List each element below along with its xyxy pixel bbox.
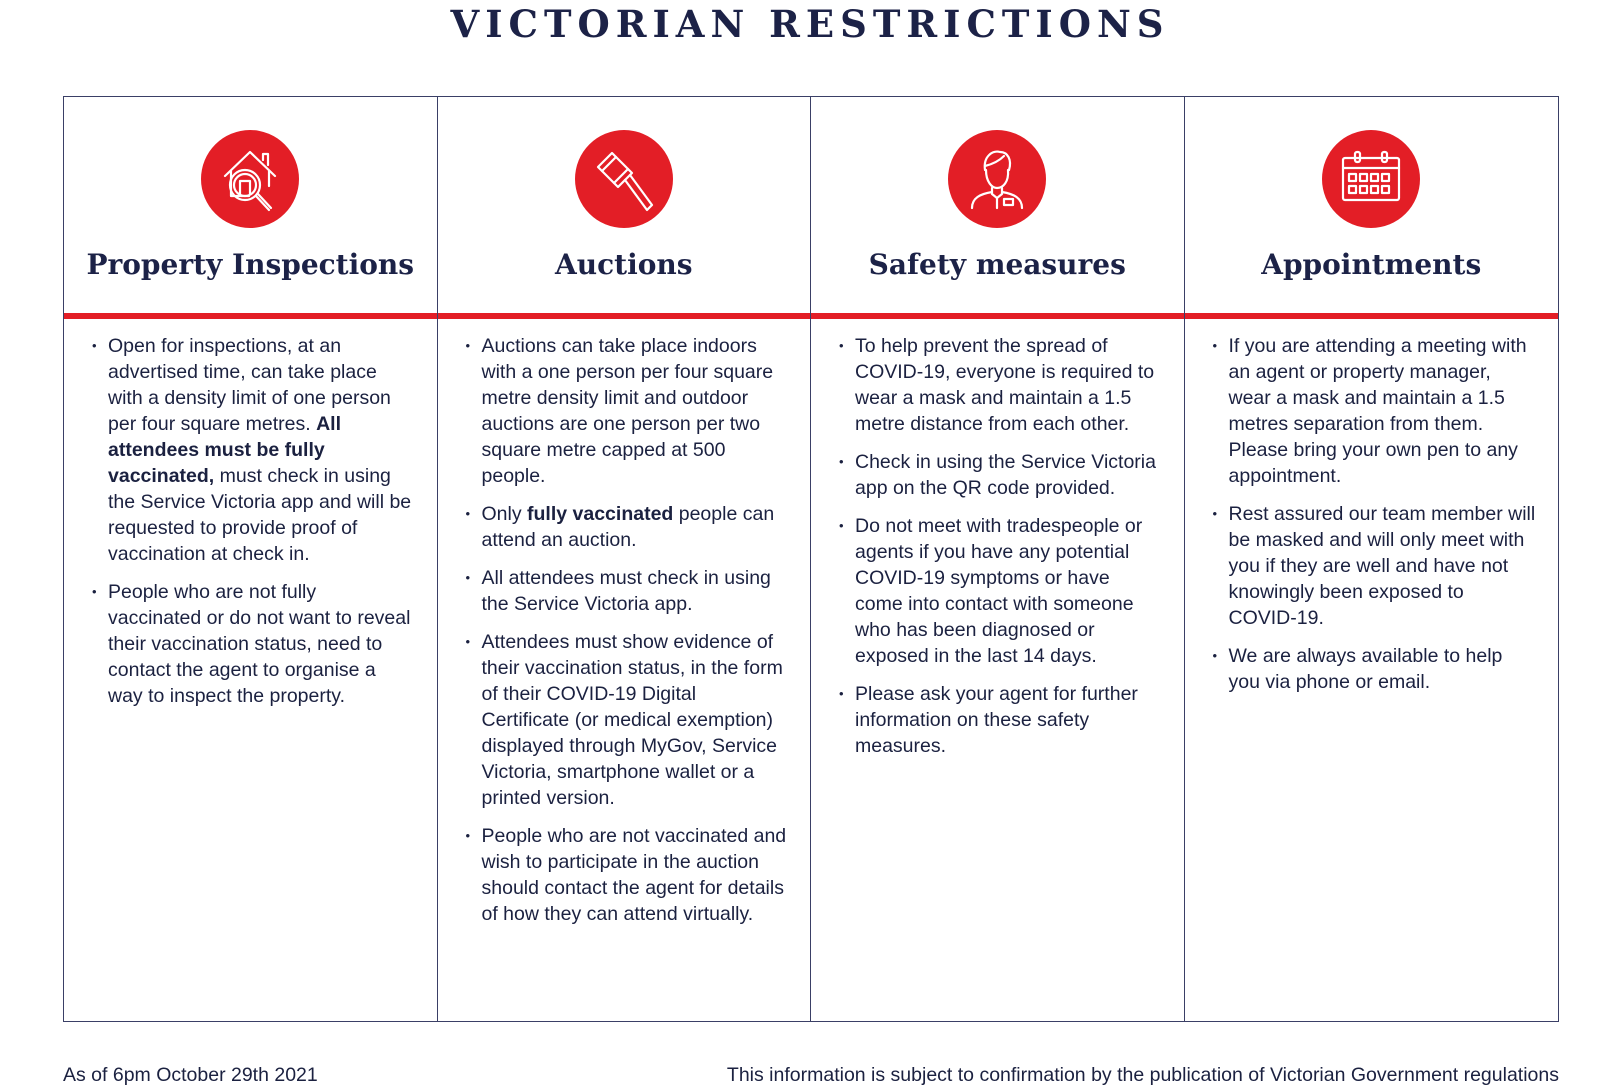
footer-disclaimer: This information is subject to confirmation by the publication of Victorian Government regulations — [726, 1064, 1559, 1086]
column-heading: Appointments — [1261, 248, 1482, 281]
bullet-text: people can attend an auction. — [481, 503, 775, 551]
column-header — [64, 97, 437, 319]
bullet-text: People who are not fully vaccinated or do not want to reveal their vaccination status, need to contact the agent to organise a way to inspect the property. — [108, 581, 411, 707]
bullet-text: Open for inspections, at an advertised time, can take place with a density limit of one person per four square metres. — [108, 335, 391, 435]
bullet-item — [839, 681, 1162, 759]
column-body — [811, 333, 1184, 771]
bullet-item — [466, 629, 789, 811]
column-header — [811, 97, 1184, 319]
bullet-item — [466, 823, 789, 927]
column-header — [1185, 97, 1559, 319]
bullet-list — [839, 333, 1162, 759]
bullet-text: All attendees must check in using the Service Victoria app. — [481, 567, 771, 615]
bullet-item — [466, 501, 789, 553]
column-safety-measures — [811, 97, 1185, 1021]
calendar-icon — [1322, 130, 1420, 228]
house-magnifier-icon — [201, 130, 299, 228]
bullet-text: We are always available to help you via phone or email. — [1228, 645, 1503, 693]
column-property-inspections — [64, 97, 438, 1021]
bullet-text-bold: All attendees must be fully vaccinated, — [108, 413, 342, 487]
bullet-text: Rest assured our team member will be masked and will only meet with you if they are well and have not knowingly been exposed to COVID-19. — [1228, 503, 1536, 629]
column-heading: Auctions — [555, 248, 693, 281]
auction-gavel-icon — [575, 130, 673, 228]
bullet-item — [1213, 501, 1537, 631]
person-badge-icon — [948, 130, 1046, 228]
bullet-text: must check in using the Service Victoria app and will be requested to provide proof of vaccination at check in. — [108, 465, 412, 565]
bullet-list — [466, 333, 789, 927]
bullet-list — [92, 333, 415, 709]
column-heading: Safety measures — [868, 248, 1126, 281]
bullet-item — [1213, 643, 1537, 695]
bullet-text: Only — [481, 503, 528, 525]
bullet-item — [92, 579, 415, 709]
column-body — [1185, 333, 1559, 707]
page-title: VICTORIAN RESTRICTIONS — [450, 2, 1170, 46]
bullet-text: To help prevent the spread of COVID-19, everyone is required to wear a mask and maintain a 1.5 metre distance from each other. — [855, 335, 1155, 435]
column-body — [64, 333, 437, 721]
bullet-text: Auctions can take place indoors with a one person per four square metre density limit and outdoor auctions are one person per two square metre capped at 500 people. — [481, 335, 774, 487]
bullet-list — [1213, 333, 1537, 695]
bullet-item — [466, 333, 789, 489]
bullet-item — [466, 565, 789, 617]
restrictions-grid — [63, 96, 1559, 1022]
bullet-item — [839, 513, 1162, 669]
bullet-text: If you are attending a meeting with an agent or property manager, wear a mask and maintain a 1.5 metres separation from them. Please bring your own pen to any appointment. — [1228, 335, 1527, 487]
column-auctions — [438, 97, 812, 1021]
bullet-item — [839, 449, 1162, 501]
bullet-text: Check in using the Service Victoria app on the QR code provided. — [855, 451, 1156, 499]
column-heading: Property Inspections — [86, 248, 415, 281]
bullet-text: Attendees must show evidence of their vaccination status, in the form of their COVID-19 Digital Certificate (or medical exemption) displayed through MyGov, Service Victoria, smartphone wallet or a printed version. — [481, 631, 783, 809]
footer-date: As of 6pm October 29th 2021 — [63, 1064, 318, 1086]
bullet-text: Do not meet with tradespeople or agents if you have any potential COVID-19 symptoms or have come into contact with someone who has been diagnosed or exposed in the last 14 days. — [855, 515, 1143, 667]
bullet-text: People who are not vaccinated and wish to participate in the auction should contact the agent for details of how they can attend virtually. — [481, 825, 787, 925]
column-header — [438, 97, 811, 319]
bullet-text-bold: fully vaccinated — [527, 503, 674, 525]
bullet-text: Please ask your agent for further information on these safety measures. — [855, 683, 1138, 757]
bullet-item — [1213, 333, 1537, 489]
column-appointments — [1185, 97, 1559, 1021]
bullet-item — [92, 333, 415, 567]
column-body — [438, 333, 811, 939]
bullet-item — [839, 333, 1162, 437]
